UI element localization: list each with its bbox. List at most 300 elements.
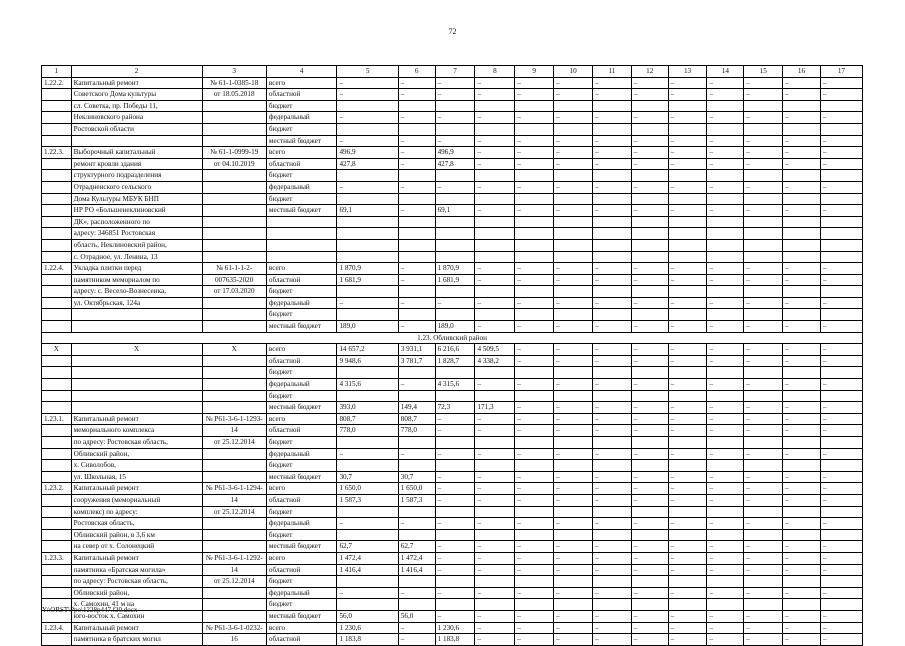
budget-source: бюджет <box>266 460 337 472</box>
object-name: ул. Школьная, 15 <box>71 471 202 483</box>
amount-cell: – <box>820 494 862 506</box>
budget-source: федеральный <box>266 379 337 391</box>
amount-cell: – <box>631 321 668 333</box>
amount-cell <box>592 100 631 112</box>
amount-cell: – <box>592 147 631 159</box>
amount-cell: – <box>783 587 821 599</box>
amount-cell <box>783 390 821 402</box>
amount-cell: – <box>668 181 707 193</box>
budget-source: бюджет <box>266 529 337 541</box>
amount-cell: – <box>435 494 475 506</box>
amount-cell: – <box>744 181 783 193</box>
amount-cell: – <box>337 448 398 460</box>
row-number <box>42 216 72 228</box>
amount-cell: – <box>515 89 554 101</box>
row-number: 1.22.4. <box>42 263 72 275</box>
amount-cell: – <box>435 552 475 564</box>
amount-cell: – <box>820 297 862 309</box>
amount-cell <box>435 170 475 182</box>
amount-cell: 427,8 <box>337 158 398 170</box>
amount-cell: – <box>783 181 821 193</box>
amount-cell <box>475 367 515 379</box>
amount-cell: – <box>668 77 707 89</box>
amount-cell: – <box>515 518 554 530</box>
amount-cell: – <box>707 610 744 622</box>
amount-cell <box>631 529 668 541</box>
amount-cell: – <box>820 379 862 391</box>
amount-cell: – <box>783 413 821 425</box>
amount-cell: – <box>820 181 862 193</box>
amount-cell <box>744 286 783 298</box>
amount-cell: – <box>515 135 554 147</box>
amount-cell: – <box>515 587 554 599</box>
amount-cell <box>515 309 554 321</box>
document-ref <box>202 355 266 367</box>
row-number: 1.23.1. <box>42 413 72 425</box>
amount-cell: – <box>668 634 707 646</box>
amount-cell: – <box>592 205 631 217</box>
amount-cell <box>820 599 862 611</box>
amount-cell <box>707 367 744 379</box>
amount-cell: – <box>631 402 668 414</box>
amount-cell: – <box>515 634 554 646</box>
amount-cell: – <box>631 413 668 425</box>
amount-cell <box>398 286 435 298</box>
amount-cell <box>668 123 707 135</box>
amount-cell <box>592 390 631 402</box>
section-title: 1.23. Обливский район <box>42 332 863 344</box>
amount-cell: – <box>554 622 593 634</box>
amount-cell <box>475 390 515 402</box>
amount-cell: – <box>475 181 515 193</box>
amount-cell: – <box>707 564 744 576</box>
amount-cell: – <box>515 564 554 576</box>
amount-cell: 778,0 <box>398 425 435 437</box>
amount-cell <box>435 437 475 449</box>
object-name: на север от х. Солонецкий <box>71 541 202 553</box>
row-number <box>42 170 72 182</box>
amount-cell <box>783 529 821 541</box>
document-ref <box>202 216 266 228</box>
amount-cell: – <box>783 564 821 576</box>
amount-cell <box>435 529 475 541</box>
amount-cell: – <box>554 518 593 530</box>
amount-cell: – <box>475 587 515 599</box>
amount-cell <box>554 309 593 321</box>
amount-cell <box>744 123 783 135</box>
row-number: 1.23.4. <box>42 622 72 634</box>
amount-cell <box>668 216 707 228</box>
amount-cell: – <box>668 587 707 599</box>
amount-cell <box>783 437 821 449</box>
document-ref: № Р61-3-6-1-1294- <box>202 483 266 495</box>
row-number <box>42 89 72 101</box>
amount-cell: 496,9 <box>337 147 398 159</box>
amount-cell <box>398 193 435 205</box>
amount-cell: – <box>435 89 475 101</box>
row-number <box>42 425 72 437</box>
amount-cell: – <box>744 494 783 506</box>
amount-cell: – <box>337 587 398 599</box>
amount-cell: – <box>398 205 435 217</box>
amount-cell <box>707 529 744 541</box>
amount-cell: – <box>744 634 783 646</box>
amount-cell <box>668 367 707 379</box>
amount-cell: – <box>783 448 821 460</box>
amount-cell: 1 587,3 <box>398 494 435 506</box>
budget-source: бюджет <box>266 599 337 611</box>
budget-source: бюджет <box>266 576 337 588</box>
amount-cell: 30,7 <box>337 471 398 483</box>
amount-cell: – <box>475 448 515 460</box>
amount-cell <box>783 216 821 228</box>
amount-cell: – <box>631 77 668 89</box>
amount-cell: – <box>820 413 862 425</box>
amount-cell: 808,7 <box>337 413 398 425</box>
object-name: Советского Дома культуры <box>71 89 202 101</box>
amount-cell <box>337 390 398 402</box>
amount-cell <box>820 251 862 263</box>
amount-cell: – <box>435 448 475 460</box>
amount-cell <box>668 599 707 611</box>
amount-cell: – <box>744 263 783 275</box>
amount-cell: – <box>435 610 475 622</box>
header-row <box>42 66 863 78</box>
amount-cell <box>554 239 593 251</box>
amount-cell <box>592 437 631 449</box>
amount-cell: – <box>631 610 668 622</box>
amount-cell <box>668 228 707 240</box>
amount-cell: – <box>744 158 783 170</box>
amount-cell: – <box>554 89 593 101</box>
amount-cell: – <box>592 379 631 391</box>
amount-cell: – <box>631 483 668 495</box>
amount-cell: – <box>668 112 707 124</box>
table-row <box>42 135 863 147</box>
amount-cell <box>515 251 554 263</box>
amount-cell <box>435 193 475 205</box>
row-number <box>42 297 72 309</box>
amount-cell: – <box>515 344 554 356</box>
amount-cell <box>592 506 631 518</box>
amount-cell: – <box>668 297 707 309</box>
amount-cell <box>398 239 435 251</box>
amount-cell <box>783 309 821 321</box>
amount-cell <box>631 309 668 321</box>
amount-cell: – <box>592 89 631 101</box>
amount-cell: – <box>592 274 631 286</box>
amount-cell <box>592 529 631 541</box>
amount-cell <box>744 367 783 379</box>
amount-cell: – <box>744 355 783 367</box>
amount-cell <box>783 239 821 251</box>
budget-source: федеральный <box>266 518 337 530</box>
table-row <box>42 170 863 182</box>
amount-cell: – <box>783 379 821 391</box>
amount-cell: – <box>783 344 821 356</box>
amount-cell: – <box>820 448 862 460</box>
amount-cell: – <box>515 147 554 159</box>
amount-cell <box>707 123 744 135</box>
amount-cell: – <box>783 205 821 217</box>
document-ref <box>202 367 266 379</box>
amount-cell: – <box>631 274 668 286</box>
amount-cell <box>398 309 435 321</box>
amount-cell: – <box>820 205 862 217</box>
amount-cell: – <box>820 552 862 564</box>
amount-cell: – <box>744 448 783 460</box>
amount-cell: – <box>668 494 707 506</box>
amount-cell: – <box>398 263 435 275</box>
amount-cell: – <box>707 321 744 333</box>
amount-cell: 1 650,0 <box>337 483 398 495</box>
amount-cell: – <box>554 425 593 437</box>
amount-cell: – <box>668 413 707 425</box>
amount-cell <box>435 228 475 240</box>
object-name: ДК», расположенного по <box>71 216 202 228</box>
amount-cell <box>592 170 631 182</box>
budget-source: областной <box>266 564 337 576</box>
amount-cell <box>337 251 398 263</box>
amount-cell: – <box>554 564 593 576</box>
row-number <box>42 112 72 124</box>
object-name: Капитальный ремонт <box>71 483 202 495</box>
column-number-header: 11 <box>592 66 631 78</box>
amount-cell: – <box>707 297 744 309</box>
amount-cell: – <box>554 379 593 391</box>
amount-cell: – <box>820 274 862 286</box>
amount-cell: – <box>707 89 744 101</box>
amount-cell <box>475 193 515 205</box>
table-row <box>42 506 863 518</box>
document-ref <box>202 112 266 124</box>
amount-cell <box>337 437 398 449</box>
amount-cell <box>820 123 862 135</box>
table-row <box>42 564 863 576</box>
amount-cell <box>515 193 554 205</box>
row-number <box>42 460 72 472</box>
amount-cell: – <box>398 77 435 89</box>
amount-cell: – <box>707 77 744 89</box>
amount-cell: – <box>668 564 707 576</box>
object-name: Отрадненского сельского <box>71 181 202 193</box>
amount-cell: – <box>744 205 783 217</box>
budget-source: всего <box>266 552 337 564</box>
amount-cell: – <box>783 471 821 483</box>
table-row <box>42 425 863 437</box>
object-name: Капитальный ремонт <box>71 622 202 634</box>
amount-cell <box>707 460 744 472</box>
amount-cell: – <box>668 471 707 483</box>
amount-cell: – <box>592 344 631 356</box>
table-row <box>42 552 863 564</box>
amount-cell: – <box>744 552 783 564</box>
amount-cell: – <box>668 448 707 460</box>
table-row <box>42 297 863 309</box>
amount-cell: – <box>707 552 744 564</box>
amount-cell <box>515 529 554 541</box>
amount-cell <box>668 506 707 518</box>
amount-cell: – <box>707 587 744 599</box>
amount-cell: – <box>398 379 435 391</box>
amount-cell <box>475 170 515 182</box>
amount-cell <box>744 576 783 588</box>
amount-cell <box>668 390 707 402</box>
amount-cell: – <box>744 413 783 425</box>
document-ref: 14 <box>202 494 266 506</box>
object-name: Обливский район, <box>71 448 202 460</box>
amount-cell: – <box>631 135 668 147</box>
row-number: 1.23.2. <box>42 483 72 495</box>
amount-cell: – <box>515 494 554 506</box>
amount-cell: – <box>668 425 707 437</box>
object-name: памятником мемориалом по <box>71 274 202 286</box>
amount-cell: – <box>554 135 593 147</box>
amount-cell: – <box>707 402 744 414</box>
amount-cell <box>337 506 398 518</box>
budget-source: местный бюджет <box>266 541 337 553</box>
row-number <box>42 205 72 217</box>
amount-cell <box>744 437 783 449</box>
object-name: НР РО «Большенеклиновский <box>71 205 202 217</box>
amount-cell: – <box>783 552 821 564</box>
amount-cell: – <box>592 135 631 147</box>
amount-cell: – <box>820 321 862 333</box>
amount-cell: – <box>820 147 862 159</box>
document-ref: 007635-2020 <box>202 274 266 286</box>
table-row <box>42 100 863 112</box>
row-number <box>42 100 72 112</box>
budget-source <box>266 239 337 251</box>
amount-cell: – <box>820 158 862 170</box>
budget-source: областной <box>266 634 337 646</box>
amount-cell <box>592 216 631 228</box>
amount-cell: – <box>631 205 668 217</box>
budget-source: бюджет <box>266 506 337 518</box>
amount-cell: – <box>707 494 744 506</box>
amount-cell: – <box>398 587 435 599</box>
amount-cell: – <box>554 634 593 646</box>
amount-cell: – <box>435 135 475 147</box>
column-number-header: 1 <box>42 66 72 78</box>
amount-cell: – <box>554 483 593 495</box>
amount-cell: – <box>744 541 783 553</box>
amount-cell: – <box>515 413 554 425</box>
amount-cell: – <box>631 471 668 483</box>
amount-cell <box>475 309 515 321</box>
document-ref <box>202 541 266 553</box>
amount-cell: – <box>783 112 821 124</box>
amount-cell: – <box>554 263 593 275</box>
amount-cell <box>631 367 668 379</box>
amount-cell: – <box>398 622 435 634</box>
row-number <box>42 367 72 379</box>
amount-cell <box>707 193 744 205</box>
amount-cell: – <box>475 483 515 495</box>
amount-cell: 4 338,2 <box>475 355 515 367</box>
amount-cell <box>744 529 783 541</box>
row-number <box>42 494 72 506</box>
amount-cell <box>783 251 821 263</box>
table-row <box>42 228 863 240</box>
row-number <box>42 437 72 449</box>
amount-cell: – <box>820 483 862 495</box>
document-ref: от 18.05.2018 <box>202 89 266 101</box>
amount-cell: – <box>631 552 668 564</box>
amount-cell: – <box>398 181 435 193</box>
amount-cell <box>435 216 475 228</box>
amount-cell: – <box>744 425 783 437</box>
table-row <box>42 518 863 530</box>
amount-cell <box>592 239 631 251</box>
amount-cell <box>592 193 631 205</box>
amount-cell: – <box>554 413 593 425</box>
amount-cell: – <box>592 564 631 576</box>
table-row <box>42 274 863 286</box>
amount-cell: – <box>668 344 707 356</box>
amount-cell: – <box>744 77 783 89</box>
budget-source: бюджет <box>266 367 337 379</box>
budget-source: бюджет <box>266 390 337 402</box>
amount-cell <box>631 576 668 588</box>
amount-cell: – <box>592 297 631 309</box>
amount-cell <box>475 251 515 263</box>
amount-cell <box>820 170 862 182</box>
amount-cell <box>631 506 668 518</box>
amount-cell <box>475 529 515 541</box>
table-row <box>42 541 863 553</box>
amount-cell: – <box>337 297 398 309</box>
column-number-header: 14 <box>707 66 744 78</box>
amount-cell: – <box>744 402 783 414</box>
budget-source: федеральный <box>266 448 337 460</box>
amount-cell <box>707 506 744 518</box>
amount-cell <box>435 390 475 402</box>
budget-source: бюджет <box>266 286 337 298</box>
object-name: х. Сиволобов, <box>71 460 202 472</box>
amount-cell <box>515 239 554 251</box>
amount-cell: – <box>744 135 783 147</box>
amount-cell: – <box>435 483 475 495</box>
row-number <box>42 541 72 553</box>
row-number <box>42 390 72 402</box>
amount-cell: – <box>744 112 783 124</box>
document-ref: № Р61-3-6-1-0232- <box>202 622 266 634</box>
object-name: Х <box>71 344 202 356</box>
document-ref: от 25.12.2014 <box>202 576 266 588</box>
amount-cell <box>435 506 475 518</box>
table-row <box>42 576 863 588</box>
amount-cell <box>398 599 435 611</box>
amount-cell: – <box>515 205 554 217</box>
amount-cell: – <box>631 147 668 159</box>
amount-cell: 3 781,7 <box>398 355 435 367</box>
amount-cell: – <box>707 483 744 495</box>
amount-cell: – <box>783 541 821 553</box>
amount-cell: – <box>592 518 631 530</box>
amount-cell <box>475 437 515 449</box>
amount-cell: – <box>337 89 398 101</box>
table-row <box>42 239 863 251</box>
amount-cell: – <box>820 344 862 356</box>
amount-cell: – <box>744 564 783 576</box>
amount-cell <box>554 100 593 112</box>
amount-cell <box>744 599 783 611</box>
amount-cell: – <box>554 448 593 460</box>
amount-cell: – <box>592 158 631 170</box>
amount-cell: – <box>744 297 783 309</box>
amount-cell <box>515 576 554 588</box>
